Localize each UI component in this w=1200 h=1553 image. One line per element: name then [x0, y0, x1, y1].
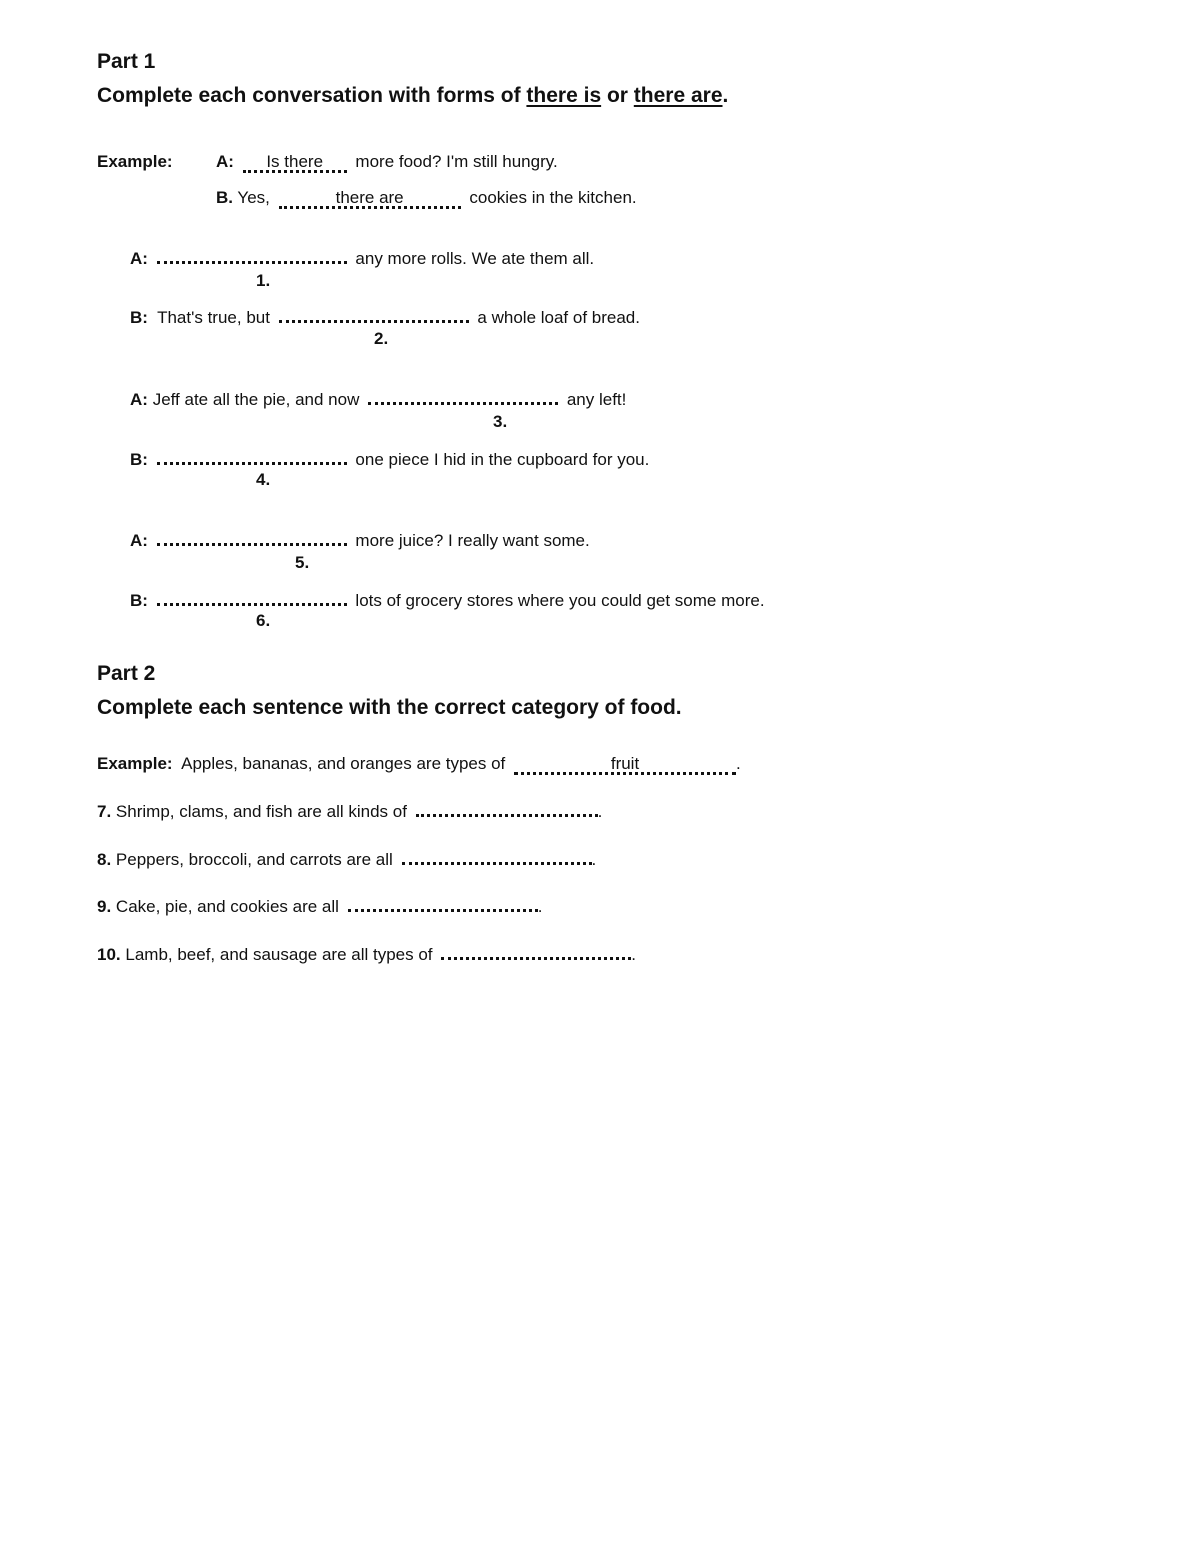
example-line-b: [216, 188, 637, 209]
example-text: Apples, bananas, and oranges are types of: [181, 754, 506, 773]
example-answer-a: Is there: [243, 153, 347, 173]
conversation-line-4: [130, 448, 649, 470]
line-text: a whole loaf of bread.: [477, 308, 640, 327]
item-number: 9.: [97, 897, 112, 916]
answer-blank-9[interactable]: [348, 895, 538, 912]
example-end: .: [736, 754, 741, 773]
sentence-end: .: [591, 850, 597, 869]
line-pre-text: Jeff ate all the pie, and now: [152, 390, 360, 409]
example-line-a: [216, 152, 558, 173]
conversation-line-1: [130, 247, 594, 269]
conversation-line-5: [130, 529, 590, 551]
part1-heading: Part 1: [97, 50, 156, 73]
sentence-end: .: [597, 802, 603, 821]
sentence-line-8: [97, 848, 596, 870]
speaker-label: B:: [130, 591, 148, 610]
item-number-4: 4.: [256, 470, 271, 489]
sentence-text: Shrimp, clams, and fish are all kinds of: [115, 802, 407, 821]
sentence-end: .: [537, 897, 543, 916]
part2-example-line: [97, 754, 741, 775]
instruction-there-is: there is: [526, 84, 602, 107]
item-number: 10.: [97, 945, 121, 964]
sentence-line-10: [97, 943, 636, 965]
part2-heading: Part 2: [97, 662, 156, 685]
sentence-text: Lamb, beef, and sausage are all types of: [125, 945, 433, 964]
example-pre-b: Yes,: [237, 188, 270, 207]
sentence-line-9: [97, 895, 542, 917]
speaker-label: A:: [216, 152, 234, 171]
speaker-label: A:: [130, 390, 148, 409]
item-number-5: 5.: [295, 553, 310, 572]
speaker-label: B:: [130, 308, 148, 327]
speaker-label: A:: [130, 531, 148, 550]
answer-blank-1[interactable]: [157, 247, 347, 264]
example-answer-b: there are: [279, 189, 461, 209]
part1-instruction: [97, 84, 728, 108]
conversation-line-3: [130, 388, 626, 410]
instruction-or: or: [601, 84, 634, 107]
sentence-text: Peppers, broccoli, and carrots are all: [115, 850, 393, 869]
line-text: more juice? I really want some.: [355, 531, 590, 550]
answer-blank-10[interactable]: [441, 943, 631, 960]
conversation-line-6: [130, 589, 765, 611]
sentence-end: .: [631, 945, 636, 964]
item-number: 7.: [97, 802, 112, 821]
speaker-label: B:: [130, 450, 148, 469]
answer-blank-7[interactable]: [416, 800, 598, 817]
answer-blank-6[interactable]: [157, 589, 347, 606]
sentence-text: Cake, pie, and cookies are all: [115, 897, 339, 916]
example-text-b: cookies in the kitchen.: [469, 188, 637, 207]
item-number: 8.: [97, 850, 112, 869]
answer-blank-5[interactable]: [157, 529, 347, 546]
example-label: Example:: [97, 754, 173, 773]
speaker-label: A:: [130, 249, 148, 268]
speaker-label: B.: [216, 188, 233, 207]
item-number-1: 1.: [256, 271, 271, 290]
instruction-text: Complete each conversation with forms of: [97, 84, 527, 107]
answer-blank-3[interactable]: [368, 388, 558, 405]
line-text: lots of grocery stores where you could get some more.: [355, 591, 765, 610]
instruction-period: .: [722, 84, 729, 107]
example-label: Example:: [97, 152, 173, 171]
line-pre-text: That's true, but: [157, 308, 270, 327]
answer-blank-2[interactable]: [279, 306, 469, 323]
item-number-6: 6.: [256, 611, 271, 630]
example-text-a: more food? I'm still hungry.: [355, 152, 558, 171]
answer-blank-4[interactable]: [157, 448, 347, 465]
line-text: any more rolls. We ate them all.: [355, 249, 595, 268]
part2-instruction: Complete each sentence with the correct category of food.: [97, 696, 682, 719]
answer-blank-8[interactable]: [402, 848, 592, 865]
sentence-line-7: [97, 800, 602, 822]
line-text: any left!: [566, 390, 627, 409]
line-text: one piece I hid in the cupboard for you.: [355, 450, 650, 469]
example-answer: fruit: [514, 755, 736, 775]
item-number-3: 3.: [493, 412, 508, 431]
instruction-there-are: there are: [633, 84, 723, 107]
conversation-line-2: [130, 306, 640, 328]
item-number-2: 2.: [374, 329, 389, 348]
